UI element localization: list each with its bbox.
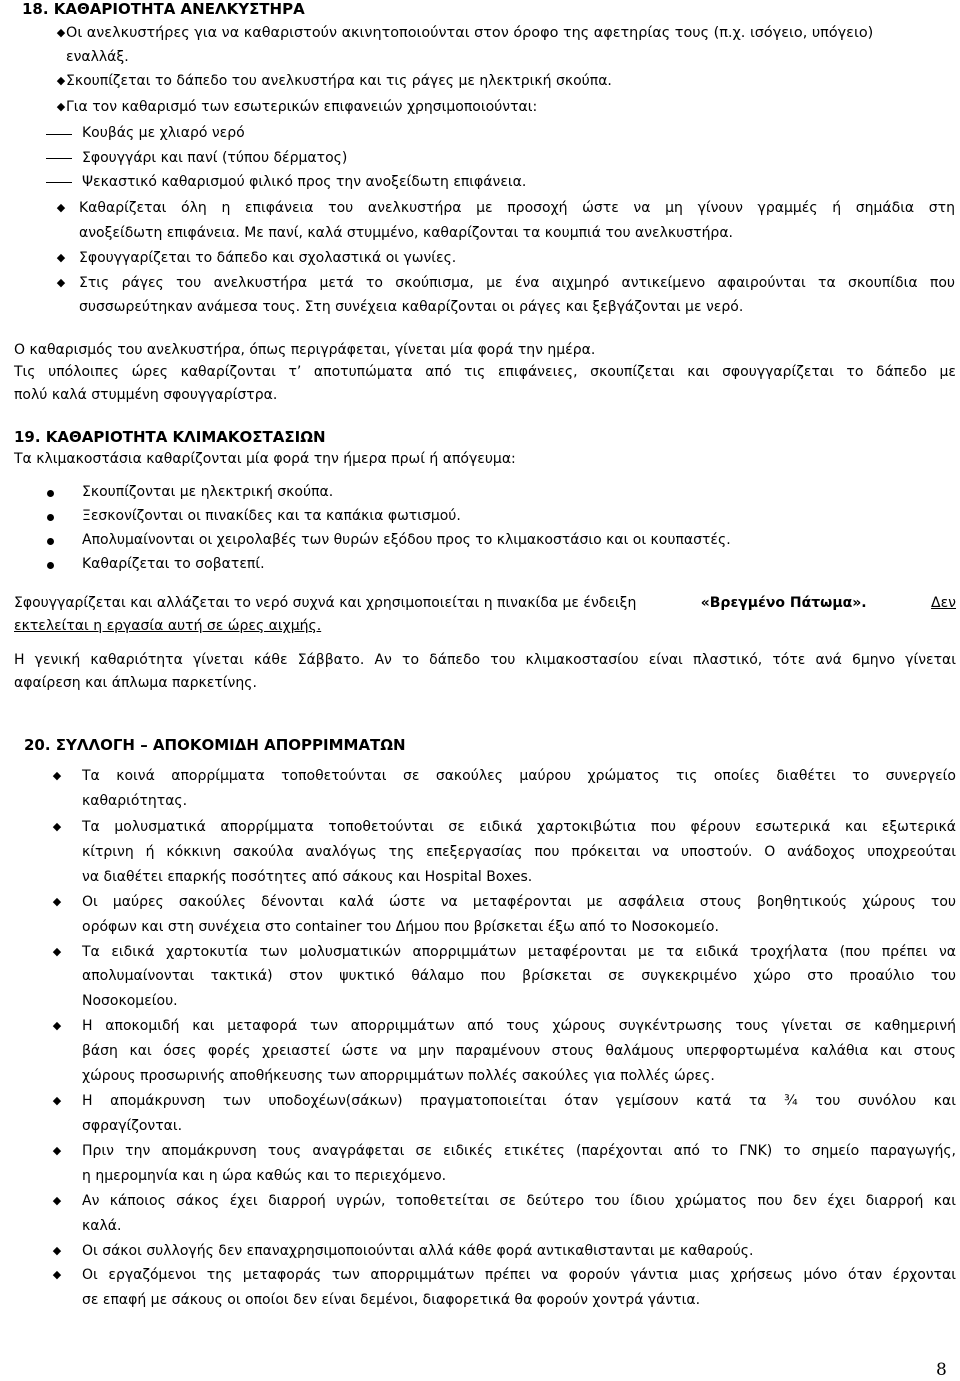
s19-item-3: Απολυμαίνονται οι χειρολαβές των θυρών εξόδου προς το κλιμακοστάσιο και οι κουπαστές. — [82, 532, 731, 548]
s20-item-6-line-1: Η απομάκρυνση των υποδοχέων(σάκων) πραγματοποιείται όταν γεμίσουν κατά τα ¾ του συνόλου και — [82, 1093, 956, 1109]
s20-item-2-line-3: να διαθέτει επαρκής ποσότητες από σάκους και Hospital Boxes. — [82, 869, 533, 885]
s19-intro: Τα κλιμακοστάσια καθαρίζονται μία φορά την ήμερα πρωί ή απόγευμα: — [14, 451, 516, 467]
diamond-bullet-icon: ◆ — [52, 769, 62, 782]
s19-item-1: Σκουπίζονται με ηλεκτρική σκούπα. — [82, 484, 334, 500]
diamond-bullet-icon: ◆ — [52, 945, 62, 958]
diamond-bullet-icon: ◆ — [52, 1244, 62, 1257]
dash-bullet-icon — [46, 182, 72, 183]
s20-item-5-line-1: Η αποκομιδή και μεταφορά των απορριμμάτων από τους χώρους συγκέντρωσης τους γίνεται σε καθημερινή — [82, 1018, 956, 1034]
s18-bullet-6-line-2: συσσωρεύτηκαν ανάμεσα τους. Στη συνέχεια καθαρίζονται οι ράγες και ξεβγάζονται με νερό. — [79, 299, 744, 315]
s20-item-9: Οι σάκοι συλλογής δεν επαναχρησιμοποιούνται αλλά κάθε φορά αντικαθιστανται με καθαρούς. — [82, 1243, 754, 1259]
s18-bullet-1-line-2: εναλλάξ. — [66, 49, 129, 65]
diamond-bullet-icon: ◆ — [56, 74, 66, 87]
round-bullet-icon — [47, 514, 54, 521]
s18-dash-2: Σφουγγάρι και πανί (τύπου δέρματος) — [82, 150, 348, 166]
s19-paragraph-2-line-1: Η γενική καθαριότητα γίνεται κάθε Σάββατο. Αν το δάπεδο του κλιμακοστασίου είναι πλαστικό, τότε ανά 6μηνο γίνεται — [14, 652, 956, 668]
round-bullet-icon — [47, 538, 54, 545]
s18-dash-3: Ψεκαστικό καθαρισμού φιλικό προς την ανοξείδωτη επιφάνεια. — [82, 174, 527, 190]
diamond-bullet-icon: ◆ — [56, 276, 66, 289]
s19-paragraph-1-line-2: εκτελείται η εργασία αυτή σε ώρες αιχμής. — [14, 618, 322, 634]
s20-item-4-line-2: απολυμαίνονται τακτικά) στον ψυκτικό θάλαμο που βρίσκεται σε συγκεκριμένο χώρο στο προαύλιο του — [82, 968, 956, 984]
s18-paragraph-2-line-1: Τις υπόλοιπες ώρες καθαρίζονται τ’ αποτυπώματα από τις επιφάνειες, σκουπίζεται και σφουγγαρίζεται το δάπεδο με — [14, 364, 956, 380]
s20-item-3-line-1: Οι μαύρες σακούλες δένονται καλά ώστε να μεταφέρονται με ασφάλεια στους βοηθητικούς χώρους του — [82, 894, 956, 910]
diamond-bullet-icon: ◆ — [56, 201, 66, 214]
s20-item-4-line-1: Τα ειδικά χαρτοκυτία των μολυσματικών απορριμμάτων μεταφέρονται με τα ειδικά τροχήλατα (που πρέπει να — [82, 944, 956, 960]
s20-item-10-line-1: Οι εργαζόμενοι της μεταφοράς των απορριμμάτων πρέπει να φορούν γάντια μιας χρήσεως μόνο όταν έρχονται — [82, 1267, 956, 1283]
s18-paragraph-2-line-2: πολύ καλά στυμμένη σφουγγαρίστρα. — [14, 387, 278, 403]
diamond-bullet-icon: ◆ — [56, 26, 66, 39]
s20-item-5-line-2: βάση και όσες φορές χρειαστεί ώστε να μην παραμένουν στους θαλάμους υπερφορτωμένα καλάθια και στους — [82, 1043, 956, 1059]
s19-item-4: Καθαρίζεται το σοβατεπί. — [82, 556, 265, 572]
s18-bullet-4-line-2: ανοξείδωτη επιφάνεια. Με πανί, καλά στυμμένο, καθαρίζονται τα κουμπιά του ανελκυστήρα. — [79, 225, 734, 241]
diamond-bullet-icon: ◆ — [52, 895, 62, 908]
diamond-bullet-icon: ◆ — [52, 1094, 62, 1107]
s19-paragraph-2-line-2: αφαίρεση και άπλωμα παρκετίνης. — [14, 675, 257, 691]
diamond-bullet-icon: ◆ — [52, 1194, 62, 1207]
s20-item-10-line-2: σε επαφή με σάκους οι οποίοι δεν είναι δεμένοι, διαφορετικά θα φορούν χοντρά γάντια. — [82, 1292, 701, 1308]
s18-bullet-5: Σφουγγαρίζεται το δάπεδο και σχολαστικά οι γωνίες. — [79, 250, 457, 266]
s20-item-2-line-2: κίτρινη ή κόκκινη σακούλα αναλόγως της επεξεργασίας που πρόκειται να υποστούν. Ο ανάδοχος υποχρεούται — [82, 844, 956, 860]
s18-bullet-6-line-1: Στις ράγες του ανελκυστήρα μετά το σκούπισμα, με ένα αιχμηρό αντικείμενο αφαιρούνται τα σκουπίδια που — [79, 275, 955, 291]
s20-item-3-line-2: ορόφων και στη συνέχεια στο container του Δήμου που βρίσκεται έξω από το Νοσοκομείο. — [82, 919, 719, 935]
s20-item-1-line-1: Τα κοινά απορρίμματα τοποθετούνται σε σακούλες μαύρου χρώματος τις οποίες διαθέτει το συνεργείο — [82, 768, 956, 784]
round-bullet-icon — [47, 562, 54, 569]
s19-paragraph-1-text: Σφουγγαρίζεται και αλλάζεται το νερό συχνά και χρησιμοποιείται η πινακίδα με ένδειξη — [14, 595, 637, 611]
round-bullet-icon — [47, 490, 54, 497]
s19-paragraph-1-bold: «Βρεγμένο Πάτωμα». — [700, 595, 867, 611]
section-18-heading: 18. ΚΑΘΑΡΙΟΤΗΤΑ ΑΝΕΛΚΥΣΤΗΡΑ — [22, 0, 305, 18]
section-20-heading: 20. ΣΥΛΛΟΓΗ – ΑΠΟΚΟΜΙΔΗ ΑΠΟΡΡΙΜΜΑΤΩΝ — [24, 736, 406, 754]
s18-bullet-2: Σκουπίζεται το δάπεδο του ανελκυστήρα και τις ράγες με ηλεκτρική σκούπα. — [66, 73, 612, 89]
s20-item-1-line-2: καθαριότητας. — [82, 793, 188, 809]
s19-paragraph-1-line-1 — [14, 594, 956, 612]
section-19-heading: 19. ΚΑΘΑΡΙΟΤΗΤΑ ΚΛΙΜΑΚΟΣΤΑΣΙΩΝ — [14, 428, 326, 446]
dash-bullet-icon — [46, 158, 72, 159]
s20-item-5-line-3: χώρους προσωρινής αποθήκευσης των απορριμμάτων πολλές σακούλες για πολλές ώρες. — [82, 1068, 715, 1084]
s18-bullet-3: Για τον καθαρισμό των εσωτερικών επιφανειών χρησιμοποιούνται: — [66, 99, 538, 115]
page-number: 8 — [936, 1360, 947, 1380]
s20-item-7-line-1: Πριν την απομάκρυνση τους αναγράφεται σε ειδικές ετικέτες (παρέχονται από το ΓΝΚ) το σημείο παραγωγής, — [82, 1143, 956, 1159]
diamond-bullet-icon: ◆ — [52, 820, 62, 833]
diamond-bullet-icon: ◆ — [52, 1144, 62, 1157]
s19-item-2: Ξεσκονίζονται οι πινακίδες και τα καπάκια φωτισμού. — [82, 508, 461, 524]
diamond-bullet-icon: ◆ — [52, 1268, 62, 1281]
diamond-bullet-icon: ◆ — [56, 100, 66, 113]
s18-bullet-4-line-1: Καθαρίζεται όλη η επιφάνεια του ανελκυστήρα με προσοχή ώστε να μη γίνουν γραμμές ή σημάδια στη — [79, 200, 955, 216]
diamond-bullet-icon: ◆ — [52, 1019, 62, 1032]
s20-item-2-line-1: Τα μολυσματικά απορρίμματα τοποθετούνται σε ειδικά χαρτοκιβώτια που φέρουν εσωτερικά και εξωτερικά — [82, 819, 956, 835]
s19-paragraph-1-underline-start: Δεν — [931, 595, 956, 611]
s20-item-4-line-3: Νοσοκομείου. — [82, 993, 178, 1009]
s18-dash-1: Κουβάς με χλιαρό νερό — [82, 125, 245, 141]
s20-item-8-line-1: Αν κάποιος σάκος έχει διαρροή υγρών, τοποθετείται σε δεύτερο του ίδιου χρώματος που δεν έχει διαρροή και — [82, 1193, 956, 1209]
s20-item-8-line-2: καλά. — [82, 1218, 122, 1234]
s18-bullet-1-line-1: Οι ανελκυστήρες για να καθαριστούν ακινητοποιούνται στον όροφο της αφετηρίας τους (π.χ. ισόγειο, υπόγειο) — [66, 25, 874, 41]
dash-bullet-icon — [46, 134, 72, 135]
s20-item-6-line-2: σφραγίζονται. — [82, 1118, 183, 1134]
s18-paragraph-1: Ο καθαρισμός του ανελκυστήρα, όπως περιγράφεται, γίνεται μία φορά την ημέρα. — [14, 342, 596, 358]
diamond-bullet-icon: ◆ — [56, 251, 66, 264]
s20-item-7-line-2: η ημερομηνία και η ώρα καθώς και το περιεχόμενο. — [82, 1168, 447, 1184]
